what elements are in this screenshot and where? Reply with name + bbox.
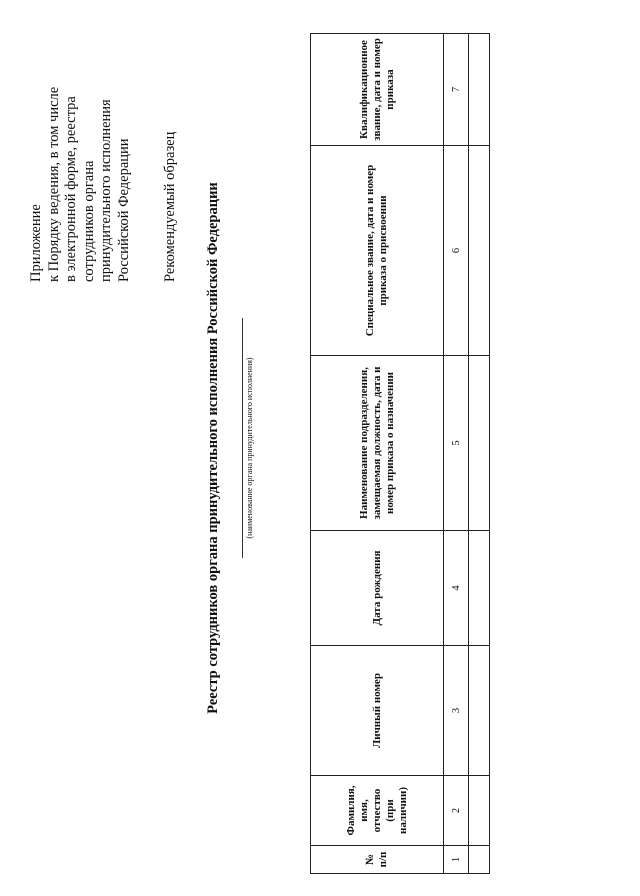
header-cell-number: № п/п — [311, 846, 444, 874]
appendix-block — [28, 32, 133, 282]
column-number-cell: 2 — [444, 776, 469, 846]
appendix-line: к Порядку ведения, в том числе — [45, 86, 62, 282]
header-cell-special-rank: Специальное звание, дата и номер приказа о присвоении — [311, 146, 444, 356]
document-title: Реестр сотрудников органа принудительного исполнения Российской Федерации — [205, 182, 221, 714]
empty-cell — [469, 846, 490, 874]
empty-cell — [469, 356, 490, 531]
header-cell-personal-number: Личный номер — [311, 646, 444, 776]
org-name-caption: (наименование органа принудительного исполнения) — [245, 357, 254, 539]
header-cell-position: Наименование подразделения, замещаемая должность, дата и номер приказа о назначении — [311, 356, 444, 531]
appendix-line: Российской Федерации — [115, 138, 132, 282]
header-cell-birth-date: Дата рождения — [311, 531, 444, 646]
empty-cell — [469, 531, 490, 646]
header-cell-full-name: Фамилия, имя, отчество (при наличии) — [311, 776, 444, 846]
appendix-line: в электронной форме, реестра — [63, 96, 79, 282]
empty-data-row — [469, 34, 490, 874]
column-number-cell: 6 — [444, 146, 469, 356]
header-row — [311, 34, 444, 874]
empty-cell — [469, 34, 490, 146]
org-name-underline — [242, 318, 243, 558]
registry-table — [310, 33, 490, 874]
empty-cell — [469, 776, 490, 846]
header-cell-qualification-rank: Квалификационное звание, дата и номер приказа — [311, 34, 444, 146]
column-number-cell: 5 — [444, 356, 469, 531]
appendix-line: сотрудников органа — [80, 160, 97, 282]
column-number-cell: 3 — [444, 646, 469, 776]
appendix-line: Приложение — [28, 204, 44, 282]
recommended-sample-label: Рекомендуемый образец — [162, 131, 178, 282]
column-number-cell: 1 — [444, 846, 469, 874]
empty-cell — [469, 646, 490, 776]
column-number-cell: 4 — [444, 531, 469, 646]
empty-cell — [469, 146, 490, 356]
column-number-row — [444, 34, 469, 874]
rotated-content — [20, 18, 620, 878]
appendix-line: принудительного исполнения — [98, 99, 114, 282]
column-number-cell: 7 — [444, 34, 469, 146]
